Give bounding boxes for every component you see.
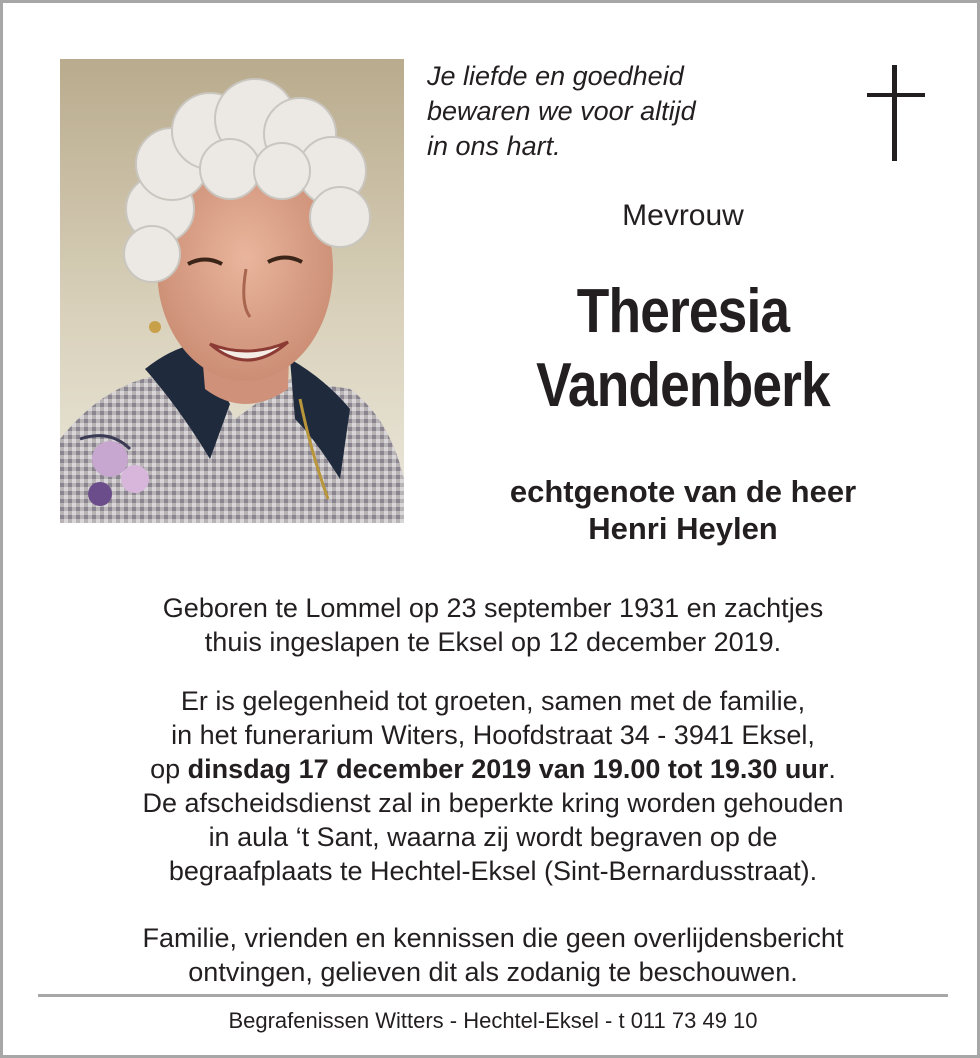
spouse-line: echtgenote van de heer xyxy=(509,474,857,509)
paragraph-line: Er is gelegenheid tot groeten, samen met de familie, xyxy=(180,686,806,716)
funeral-home-footer: Begrafenissen Witters - Hechtel-Eksel - t 011 73 49 10 xyxy=(228,1008,758,1033)
motto-quote xyxy=(427,59,807,164)
paragraph-line: Geboren te Lommel op 23 september 1931 en zachtjes xyxy=(162,593,824,623)
spouse-info xyxy=(423,473,943,547)
paragraph-line xyxy=(23,752,963,786)
paragraph-line: begraafplaats te Hechtel-Eksel (Sint-Bernardusstraat). xyxy=(168,856,818,886)
cross-icon xyxy=(867,65,925,161)
paragraph-line: thuis ingeslapen te Eksel op 12 december 2019. xyxy=(204,627,782,657)
honorific: Mevrouw xyxy=(622,199,744,232)
paragraph-line: in aula ‘t Sant, waarna zij wordt begraven op de xyxy=(208,822,778,852)
paragraph-line: ontvingen, gelieven dit als zodanig te beschouwen. xyxy=(188,957,798,987)
birth-death-paragraph xyxy=(23,591,963,659)
motto-line: in ons hart. xyxy=(427,131,561,161)
visitation-suffix: . xyxy=(828,754,836,784)
notice-paragraph xyxy=(23,921,963,989)
visitation-datetime: dinsdag 17 december 2019 van 19.00 tot 19.30 uur xyxy=(187,754,829,784)
paragraph-line: in het funerarium Witers, Hoofdstraat 34 - 3941 Eksel, xyxy=(171,720,815,750)
first-name: Theresia xyxy=(576,277,790,346)
portrait-photo xyxy=(60,59,404,523)
paragraph-line: De afscheidsdienst zal in beperkte kring worden gehouden xyxy=(142,788,844,818)
spouse-name: Henri Heylen xyxy=(588,511,778,546)
ceremony-paragraph xyxy=(23,684,963,888)
motto-line: Je liefde en goedheid xyxy=(427,61,684,91)
visitation-prefix: op xyxy=(150,754,188,784)
last-name: Vandenberk xyxy=(536,351,830,420)
footer-divider xyxy=(38,994,948,997)
paragraph-line: Familie, vrienden en kennissen die geen overlijdensbericht xyxy=(142,923,844,953)
motto-line: bewaren we voor altijd xyxy=(427,96,696,126)
deceased-name xyxy=(477,275,890,423)
